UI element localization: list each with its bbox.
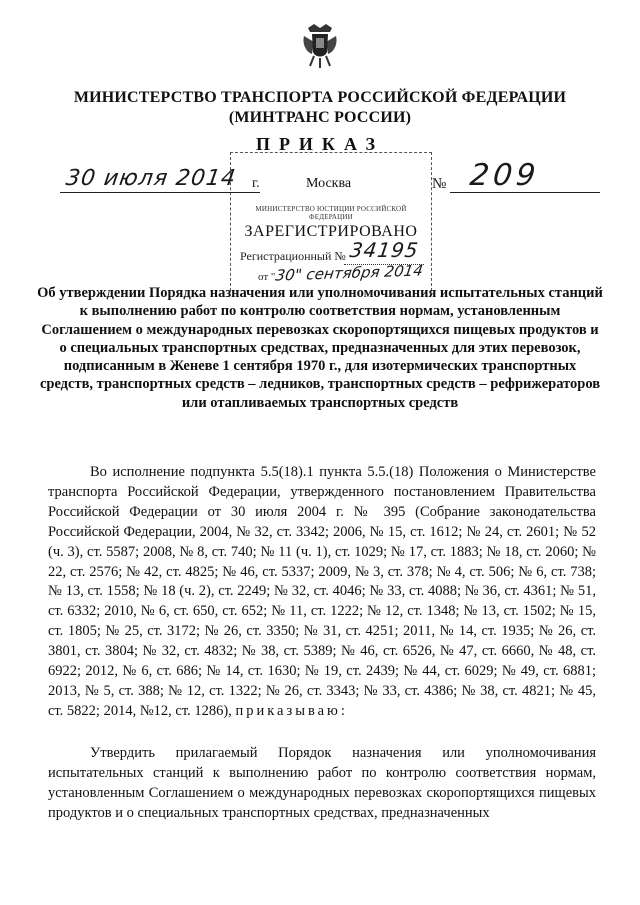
order-word: приказываю: bbox=[235, 702, 348, 719]
document-type-title: ПРИКАЗ bbox=[255, 134, 385, 154]
handwritten-registration-number: 34195 bbox=[348, 238, 421, 262]
date-underline bbox=[60, 192, 260, 193]
stamp-registration-number-label: Регистрационный № bbox=[240, 249, 346, 263]
number-sign: № bbox=[432, 176, 447, 192]
order-subject-title: Об утверждении Порядка назначения или уполномочивания испытательных станций к выполнению работ по контролю соответствия нормам, установленным Соглашением о международных перевозках скоропортящихся пищевых продуктов и о специальных транспортных средствах, предназначенных для этих перевозок, подписанным в Женеве 1 сентября 1970 г., для изотермических транспортных средств, транспортных средств – ледников, транспортных средств – рефрижераторов или отапливаемых транспортных средств bbox=[37, 285, 603, 411]
stamp-from-label: от " bbox=[258, 271, 276, 283]
body-paragraph-preamble bbox=[48, 463, 596, 722]
body-paragraph-approve: Утвердить прилагаемый Порядок назначения или уполномочивания испытательных станций к выполнению работ по контролю соответствия нормам, установленным Соглашением о международных перевозках скоропортящихся пищевых продуктов и о специальных транспортных средствах, предназначенных bbox=[48, 745, 596, 821]
ministry-abbreviation: (МИНТРАНС РОССИИ) bbox=[228, 109, 412, 126]
handwritten-order-number: 209 bbox=[468, 158, 542, 193]
city-name: Москва bbox=[306, 176, 352, 191]
preamble-text: Во исполнение подпункта 5.5(18).1 пункта 5.5.(18) Положения о Министерстве транспорта Российской Федерации, утвержденного постановлением Правительства Российской Федерации от 30 июля 2004 г. № 395 (Собрание законодательства Российской Федерации, 2004, № 32, ст. 3342; 2006, № 15, ст. 1612; № 24, ст. 2601; № 52 (ч. 3), ст. 5587; 2008, № 8, ст. 740; № 11 (ч. 1), ст. 1029; № 17, ст. 1883; № 18, ст. 2060; № 22, ст. 2576; № 42, ст. 4825; № 46, ст. 5337; 2009, № 3, ст. 378; № 4, ст. 506; № 6, ст. 738; № 13, ст. 1558; № 18 (ч. 2), ст. 2249; № 32, ст. 4046; № 33, ст. 4088; № 36, ст. 4361; № 51, ст. 6332; 2010, № 6, ст. 650, ст. 652; № 11, ст. 1222; № 12, ст. 1348; № 13, ст. 1502; № 15, ст. 1805; № 25, ст. 3172; № 26, ст. 3350; № 31, ст. 4251; 2011, № 14, ст. 1935; № 26, ст. 3801, ст. 3804; № 32, ст. 4832; № 38, ст. 5389; № 46, ст. 6526, № 47, ст. 6660, № 48, ст. 6922; 2012, № 6, ст. 686; № 14, ст. 1630; № 19, ст. 2439; № 44, ст. 6029; № 49, ст. 6881; 2013, № 5, ст. 388; № 12, ст. 1322; № 26, ст. 3343; № 33, ст. 4386; № 38, ст. 4821; № 45, ст. 5822; 2014, №12, ст. 1286), bbox=[48, 464, 596, 719]
stamp-ministry-text: МИНИСТЕРСТВО ЮСТИЦИИ РОССИЙСКОЙ ФЕДЕРАЦИИ bbox=[255, 205, 407, 221]
coat-of-arms-emblem-icon bbox=[300, 22, 340, 70]
date-suffix: г. bbox=[252, 176, 260, 191]
number-underline bbox=[450, 192, 600, 193]
handwritten-registration-date: 30" сентября 2014 bbox=[274, 261, 425, 285]
ministry-name: МИНИСТЕРСТВО ТРАНСПОРТА РОССИЙСКОЙ ФЕДЕРАЦИИ bbox=[73, 89, 567, 106]
stamp-registered-label: ЗАРЕГИСТРИРОВАНО bbox=[244, 223, 418, 240]
handwritten-date: 30 июля 2014 bbox=[64, 166, 238, 191]
